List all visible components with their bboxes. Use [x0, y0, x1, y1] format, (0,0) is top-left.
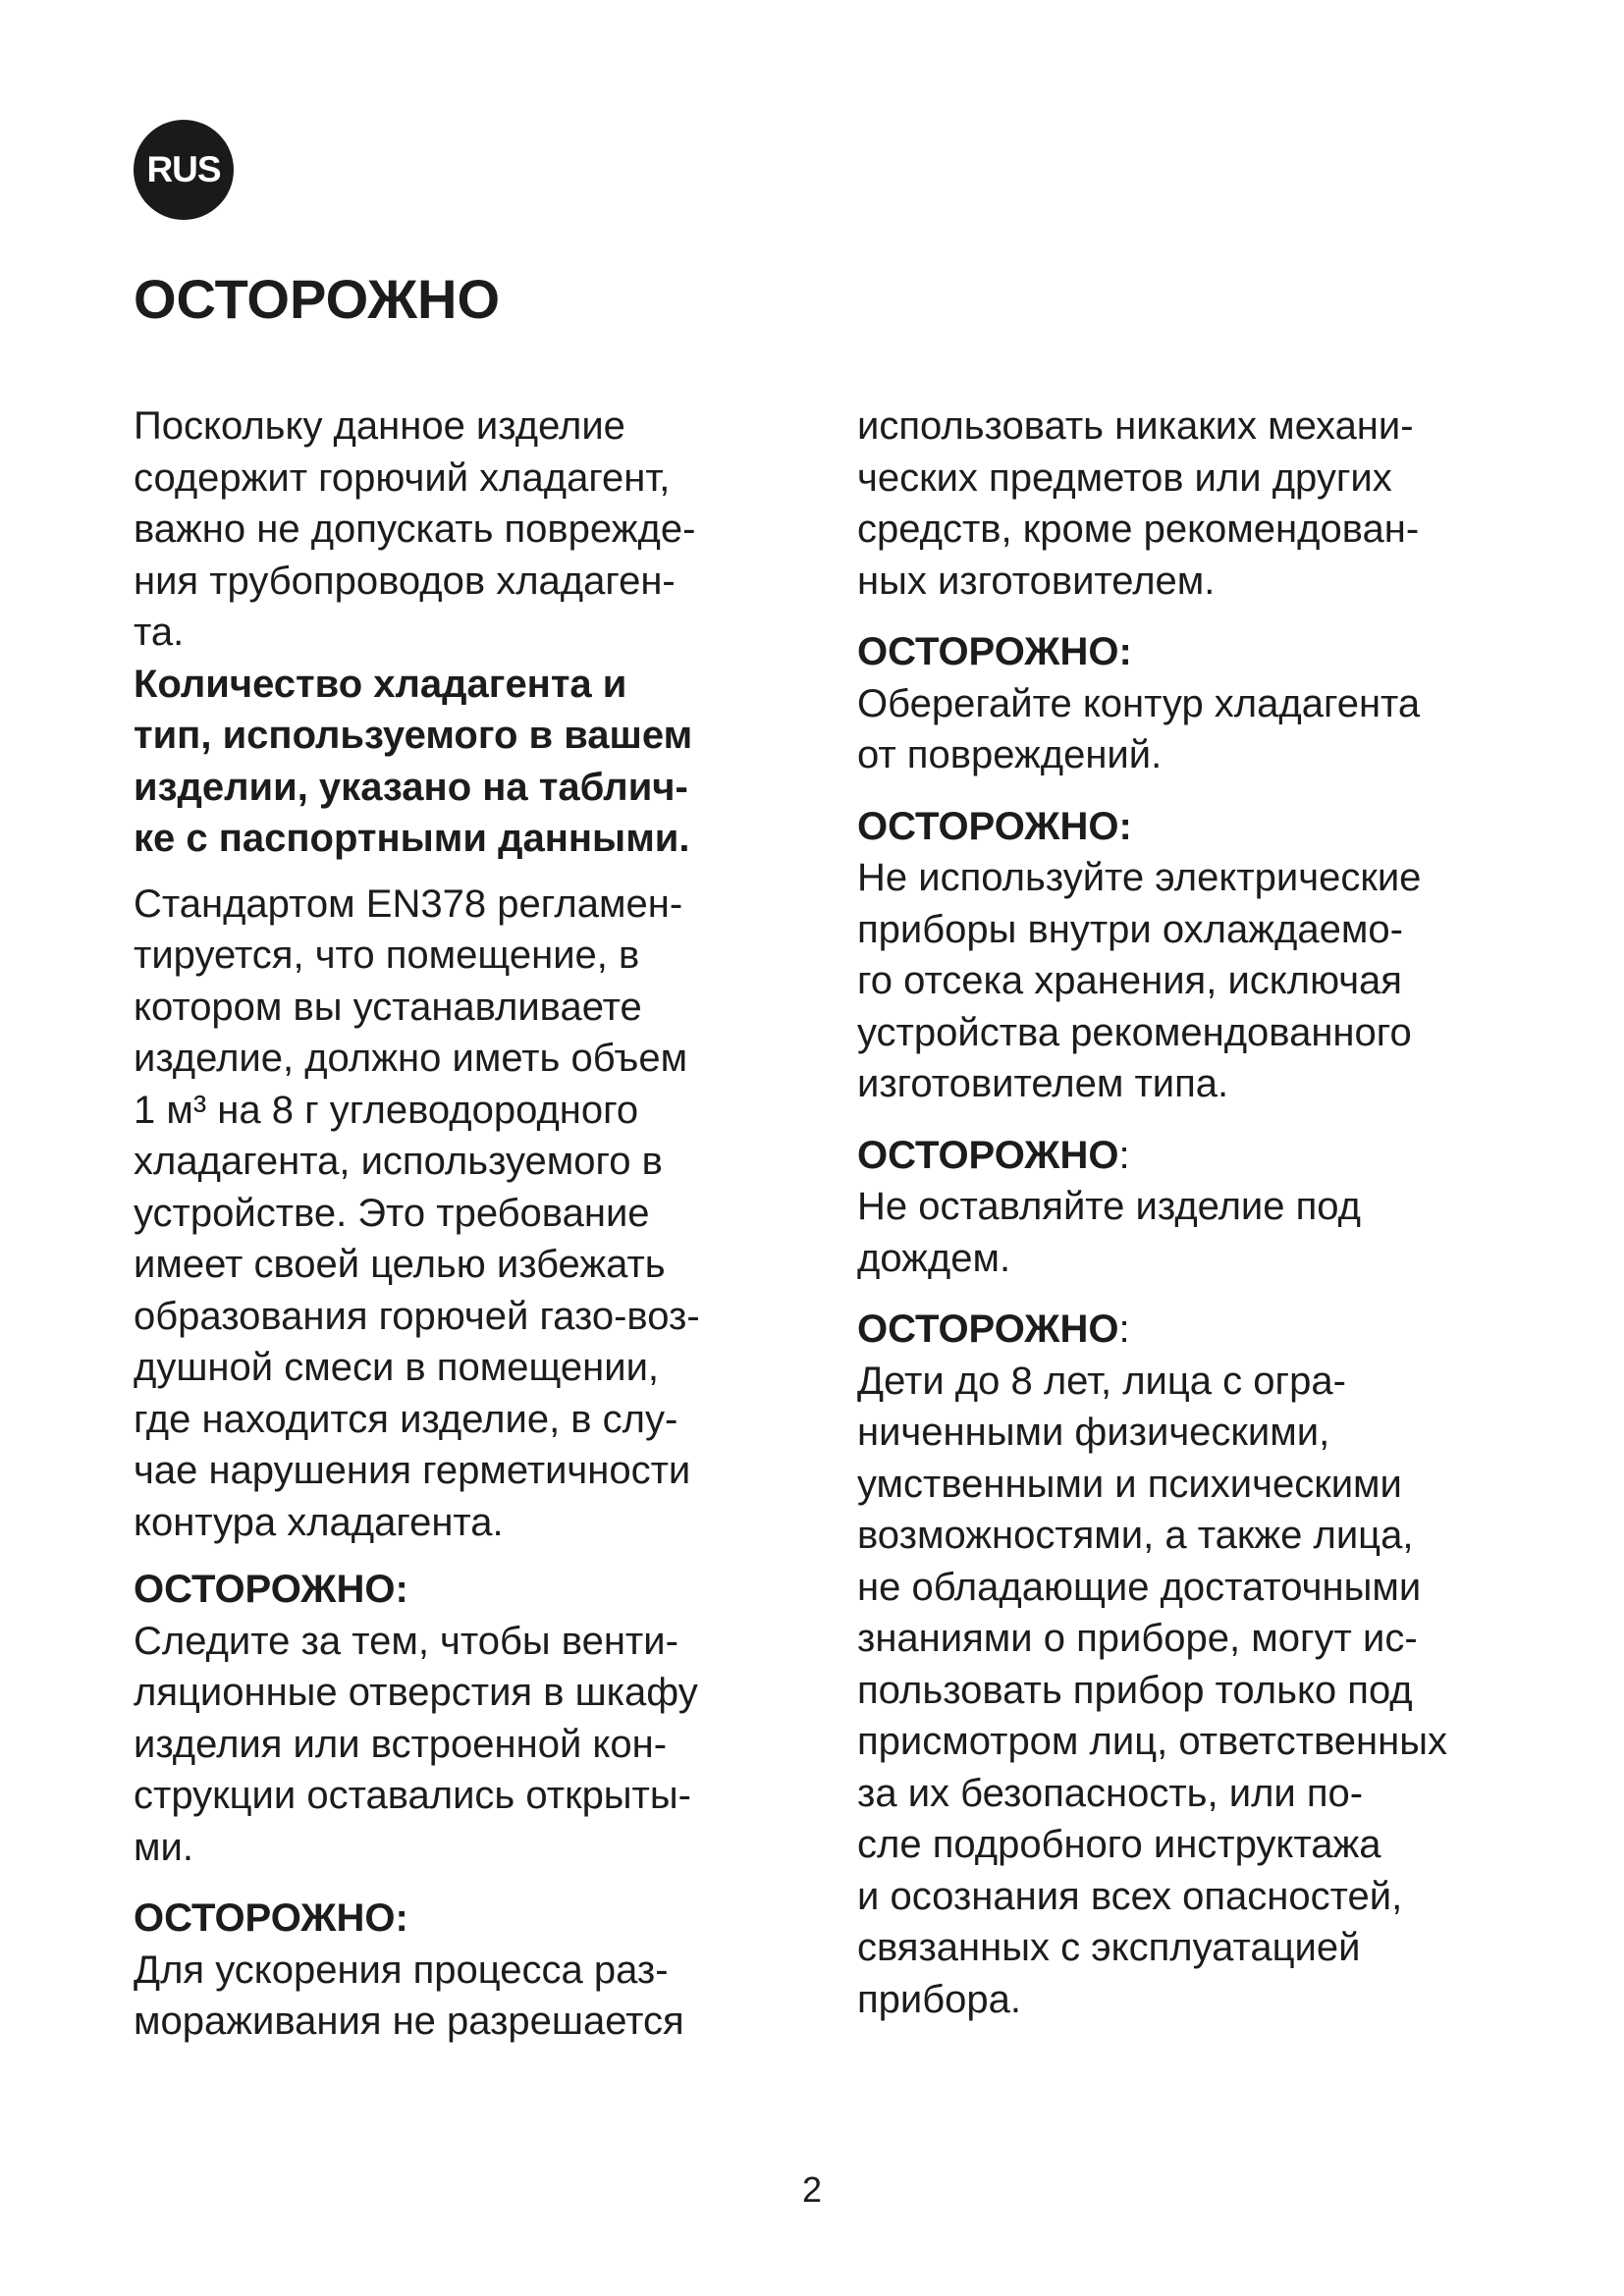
text-line: тируется, что помещение, в [134, 934, 640, 977]
electrical-warning-text [857, 852, 1525, 1110]
refrigerant-info-paragraph [134, 659, 782, 865]
text-line: Не используйте электрические [857, 856, 1422, 899]
text-line: ниченными физическими, [857, 1411, 1330, 1454]
text-line: средств, кроме рекомендован- [857, 507, 1420, 551]
text-line: мораживания не разрешается [134, 2000, 684, 2043]
text-line: ляционные отверстия в шкафу [134, 1671, 698, 1714]
text-line: го отсека хранения, исключая [857, 959, 1402, 1002]
standard-paragraph [134, 879, 782, 1549]
text-line: Количество хладагента и [134, 662, 627, 706]
page-number: 2 [801, 2169, 823, 2210]
text-line: приборы внутри охлаждаемо- [857, 907, 1403, 951]
text-line: умственными и психическими [857, 1462, 1402, 1506]
warning-heading-text: ОСТОРОЖНО [857, 1133, 1119, 1177]
text-line: возможностями, а также лица, [857, 1514, 1414, 1557]
text-line: душной смеси в помещении, [134, 1346, 660, 1389]
warning-heading [857, 1304, 1525, 1356]
text-line: Стандартом EN378 регламен- [134, 881, 683, 926]
text-line: ных изготовителем. [857, 559, 1216, 603]
warning-heading: ОСТОРОЖНО: [857, 630, 1132, 673]
circuit-warning-text [857, 678, 1525, 781]
warning-heading-colon: : [1118, 1133, 1130, 1177]
text-line: изделия или встроенной кон- [134, 1722, 668, 1766]
warning-heading: ОСТОРОЖНО: [857, 804, 1132, 848]
text-line: сле подробного инструктажа [857, 1823, 1381, 1866]
text-line: прибора. [857, 1977, 1022, 2021]
text-line: присмотром лиц, ответственных [857, 1720, 1447, 1763]
text-line: знаниями о приборе, могут ис- [857, 1617, 1418, 1660]
text-line: ми. [134, 1825, 193, 1869]
text-line: изготовителем типа. [857, 1062, 1229, 1105]
text-line: 1 м³ на 8 г углеводородного [134, 1088, 639, 1132]
warning-heading [857, 1130, 1525, 1182]
text-line: содержит горючий хладагент, [134, 455, 671, 500]
text-line: устройства рекомендованного [857, 1010, 1412, 1054]
warning-heading-colon: : [1118, 1308, 1130, 1351]
language-badge: RUS [134, 120, 234, 220]
text-line: ния трубопроводов хладаген- [134, 559, 676, 603]
ventilation-warning-text [134, 1616, 782, 1874]
intro-paragraph [134, 400, 782, 659]
text-line: где находится изделие, в слу- [134, 1397, 678, 1441]
right-column [857, 400, 1525, 2025]
text-line: образования горючей газо-воз- [134, 1294, 700, 1338]
text-line: использовать никаких механи- [857, 404, 1414, 448]
text-line: чае нарушения герметичности [134, 1449, 691, 1492]
text-line: Для ускорения процесса раз- [134, 1948, 669, 1992]
page-title: ОСТОРОЖНО [134, 268, 501, 330]
text-line: связанных с эксплуатацией [857, 1926, 1361, 1969]
text-line: котором вы устанавливаете [134, 985, 642, 1029]
text-line: струкции оставались открыты- [134, 1774, 691, 1817]
warning-heading-text: ОСТОРОЖНО [857, 1308, 1119, 1351]
text-line: Дети до 8 лет, лица с огра- [857, 1359, 1346, 1403]
text-line: тип, используемого в вашем [134, 714, 693, 757]
text-line: хладагента, используемого в [134, 1140, 663, 1183]
defrost-warning-continuation [857, 400, 1525, 607]
text-line: ке с паспортными данными. [134, 817, 690, 860]
text-line: за их безопасность, или по- [857, 1771, 1364, 1815]
text-line: контура хладагента. [134, 1500, 504, 1544]
text-line: Следите за тем, чтобы венти- [134, 1619, 678, 1663]
text-line: изделие, должно иметь объем [134, 1037, 688, 1080]
text-line: ческих предметов или других [857, 455, 1392, 500]
text-line: Поскольку данное изделие [134, 404, 625, 448]
rain-warning-text [857, 1181, 1525, 1284]
children-warning-text [857, 1356, 1525, 2026]
text-line: и осознания всех опасностей, [857, 1874, 1403, 1918]
text-line: Не оставляйте изделие под [857, 1185, 1361, 1228]
warning-heading: ОСТОРОЖНО: [134, 1896, 408, 1940]
text-line: не обладающие достаточными [857, 1565, 1422, 1609]
text-line: та. [134, 611, 185, 654]
text-line: изделии, указано на таблич- [134, 765, 688, 809]
warning-heading: ОСТОРОЖНО: [134, 1568, 408, 1611]
text-line: пользовать прибор только под [857, 1668, 1413, 1712]
text-line: от повреждений. [857, 733, 1163, 776]
text-line: имеет своей целью избежать [134, 1243, 666, 1286]
text-line: важно не допускать поврежде- [134, 507, 696, 551]
left-column [134, 400, 782, 2048]
text-line: Оберегайте контур хладагента [857, 681, 1421, 725]
text-line: устройстве. Это требование [134, 1191, 650, 1235]
defrost-warning-text [134, 1945, 782, 2048]
text-line: дождем. [857, 1236, 1011, 1280]
